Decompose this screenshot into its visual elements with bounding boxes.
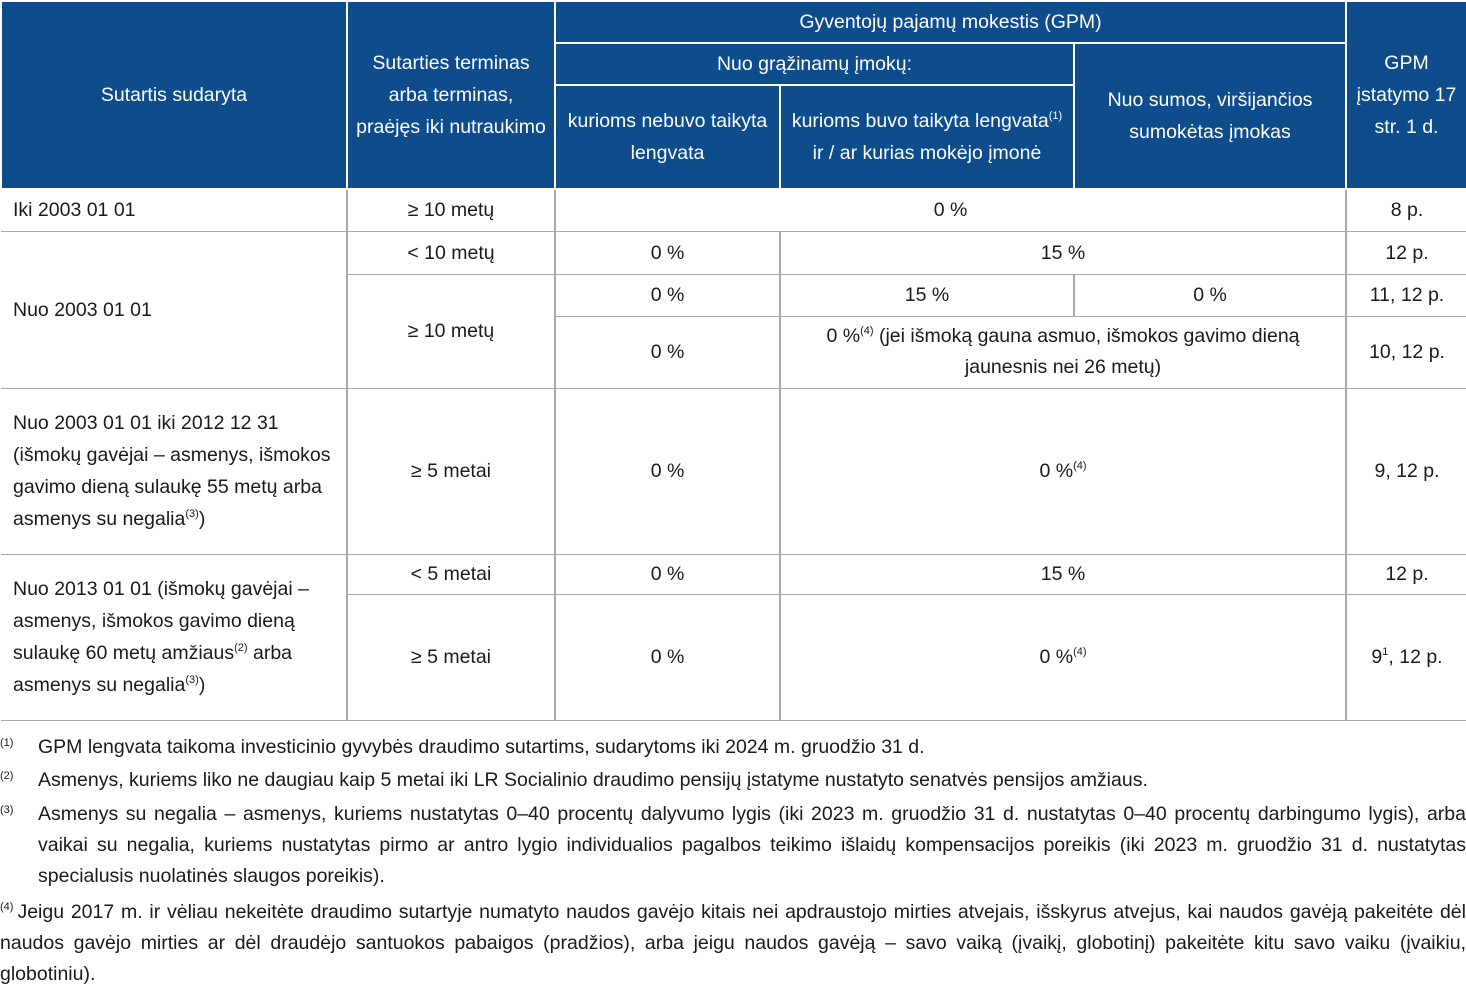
law-cell: 10, 12 p. [1346, 316, 1466, 388]
footnote [0, 799, 1466, 892]
rate-cell: 0 % [1074, 274, 1346, 316]
footnote-ref: (2) [0, 770, 14, 782]
header-relief-applied: kurioms buvo taikyta lengvata$^{(1)}$ ir / ar kurias mokėjo įmonė [780, 85, 1074, 189]
footnote-text: Jeigu 2017 m. ir vėliau nekeitėte draudimo sutartyje numatyto naudos gavėjo kitais nei apdraustojo mirties atvejais, išskyrus atvejus, kai naudos gavėją pakeitėte dėl naudos gavėjo mirties ar dėl draudėjo santuokos pabaigos (pradžios), arba jeigu naudos gavėją – savo vaiką (įvaikį, globotinį) pakeitėte kitu savo vaiku (įvaikiu, globotiniu). [0, 901, 1466, 985]
rate-cell: 0 % [555, 189, 1346, 231]
header-contract-term: Sutarties terminas arba terminas, praėjęs iki nutraukimo [347, 1, 555, 189]
table-header [1, 1, 1466, 189]
term-cell: < 5 metai [347, 554, 555, 594]
header-law-reference: GPM įstatymo 17 str. 1 d. [1346, 1, 1466, 189]
header-no-relief: kurioms nebuvo taikyta lengvata [555, 85, 780, 189]
rate-cell: 0 % [555, 388, 780, 554]
term-cell: < 10 metų [347, 231, 555, 274]
contract-cell: Nuo 2013 01 01 (išmokų gavėjai – asmenys, išmokos gavimo dieną sulaukę 60 metų amžiaus$^{(2)}$ arba asmenys su negalia$^{(3)}$) [1, 554, 347, 720]
term-cell: ≥ 10 metų [347, 189, 555, 231]
rate-cell: 0 %$^{(4)}$ [780, 594, 1346, 720]
contract-cell: Nuo 2003 01 01 iki 2012 12 31 (išmokų gavėjai – asmenys, išmokos gavimo dieną sulaukę 55 metų arba asmenys su negalia$^{(3)}$) [1, 388, 347, 554]
rate-cell: 15 % [780, 554, 1346, 594]
footnote [0, 765, 1466, 796]
header-refundable-contributions: Nuo grąžinamų įmokų: [555, 43, 1074, 85]
term-cell: ≥ 5 metai [347, 388, 555, 554]
footnote-ref: (4) [0, 901, 14, 913]
contract-cell: Iki 2003 01 01 [1, 189, 347, 231]
table-row [1, 554, 1466, 594]
footnote [0, 732, 1466, 763]
law-cell: 9, 12 p. [1346, 388, 1466, 554]
footnote-ref: (3) [0, 804, 14, 816]
law-cell: 12 p. [1346, 231, 1466, 274]
rate-cell: 0 % [555, 316, 780, 388]
rate-cell: 0 % [555, 594, 780, 720]
footnote [0, 897, 1466, 990]
header-gpm: Gyventojų pajamų mokestis (GPM) [555, 1, 1346, 43]
header-contract-concluded: Sutartis sudaryta [1, 1, 347, 189]
law-cell: $9^1$, 12 p. [1346, 594, 1466, 720]
law-cell: 12 p. [1346, 554, 1466, 594]
rate-cell: 15 % [780, 274, 1074, 316]
table-body [1, 189, 1466, 720]
term-cell: ≥ 10 metų [347, 274, 555, 388]
table-row [1, 189, 1466, 231]
rate-cell: 0 % [555, 231, 780, 274]
header-excess-amount: Nuo sumos, viršijančios sumokėtas įmokas [1074, 43, 1346, 189]
footnote-text: Asmenys, kuriems liko ne daugiau kaip 5 metai iki LR Socialinio draudimo pensijų įstatyme nustatyto senatvės pensijos amžiaus. [38, 769, 1148, 791]
table-row [1, 388, 1466, 554]
footnote-text: GPM lengvata taikoma investicinio gyvybės draudimo sutartims, sudarytoms iki 2024 m. gruodžio 31 d. [38, 736, 925, 758]
table-row [1, 231, 1466, 274]
rate-cell: 15 % [780, 231, 1346, 274]
footnotes [0, 732, 1466, 990]
law-cell: 11, 12 p. [1346, 274, 1466, 316]
term-cell: ≥ 5 metai [347, 594, 555, 720]
rate-cell: 0 %$^{(4)}$ (jei išmoką gauna asmuo, išmokos gavimo dieną jaunesnis nei 26 metų) [780, 316, 1346, 388]
rate-cell: 0 %$^{(4)}$ [780, 388, 1346, 554]
contract-cell: Nuo 2003 01 01 [1, 231, 347, 388]
rate-cell: 0 % [555, 274, 780, 316]
footnote-ref: (1) [0, 737, 14, 749]
rate-cell: 0 % [555, 554, 780, 594]
law-cell: 8 p. [1346, 189, 1466, 231]
footnote-text: Asmenys su negalia – asmenys, kuriems nustatytas 0–40 procentų dalyvumo lygis (iki 2023 m. gruodžio 31 d. nustatytas 0–40 procentų darbingumo lygis), arba vaikai su negalia, kuriems nustatytas pirmo ar antro lygio individualios pagalbos teikimo išlaidų kompensacijos poreikis (iki 2023 m. gruodžio 31 d. nustatytas specialusis nuolatinės slaugos poreikis). [38, 803, 1466, 887]
